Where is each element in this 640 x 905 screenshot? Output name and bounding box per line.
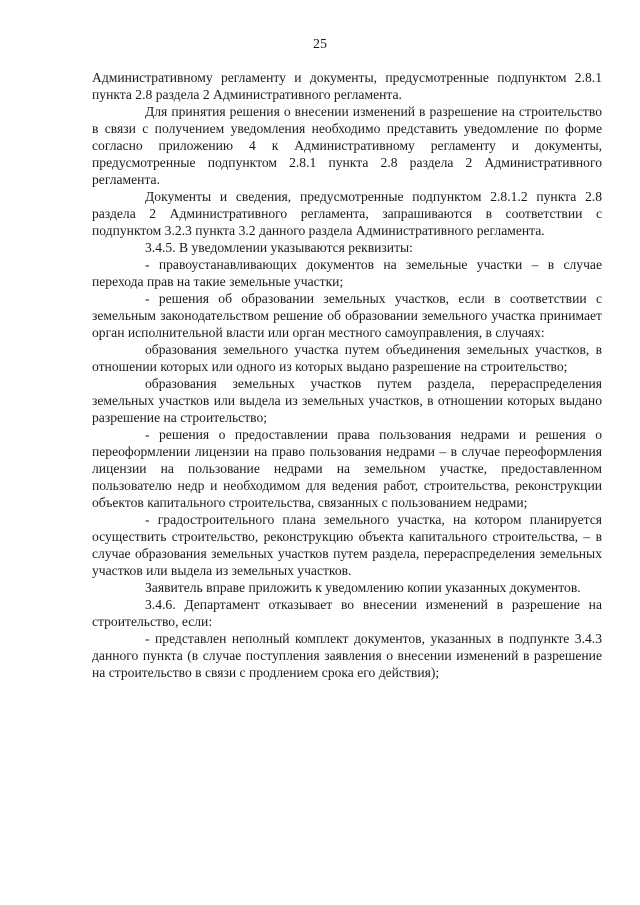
paragraph-3: Документы и сведения, предусмотренные подпунктом 2.8.1.2 пункта 2.8 раздела 2 Административного регламента, запрашиваются в соответствии с подпунктом 3.2.3 пункта 3.2 данного раздела Административного регламента. bbox=[92, 189, 602, 238]
page-number: 25 bbox=[313, 37, 327, 52]
paragraph-9: - решения о предоставлении права пользования недрами и решения о переоформлении лицензии на право пользования недрами – в случае переоформления лицензии на пользование недрами на земельном участке, предоставленном пользователю недр и необходимом для ведения работ, строительства, реконструкции объектов капитального строительства, связанных с пользованием недрами; bbox=[92, 427, 602, 510]
paragraph-2: Для принятия решения о внесении изменений в разрешение на строительство в связи с получением уведомления необходимо представить уведомление по форме согласно приложению 4 к Административному регламенту и документы, предусмотренные подпунктом 2.8.1 пункта 2.8 раздела 2 Административного регламента. bbox=[92, 104, 602, 187]
paragraph-13: - представлен неполный комплект документов, указанных в подпункте 3.4.3 данного пункта (в случае поступления заявления о внесении изменений в разрешение на строительство в связи с продлением срока его действия); bbox=[92, 631, 602, 680]
document-body bbox=[92, 69, 602, 681]
paragraph-6: - решения об образовании земельных участков, если в соответствии с земельным законодательством решение об образовании земельного участка принимает орган исполнительной власти или орган местного самоуправления, в случаях: bbox=[92, 291, 602, 340]
paragraph-1: Административному регламенту и документы, предусмотренные подпунктом 2.8.1 пункта 2.8 раздела 2 Административного регламента. bbox=[92, 70, 602, 102]
paragraph-5: - правоустанавливающих документов на земельные участки – в случае перехода прав на такие земельные участки; bbox=[92, 257, 602, 289]
paragraph-12: 3.4.6. Департамент отказывает во внесении изменений в разрешение на строительство, если: bbox=[92, 597, 602, 629]
paragraph-10: - градостроительного плана земельного участка, на котором планируется осуществить строительство, реконструкцию объекта капитального строительства, – в случае образования земельных участков путем раздела, перераспределения земельных участков или выдела из земельных участков. bbox=[92, 512, 602, 578]
paragraph-7: образования земельного участка путем объединения земельных участков, в отношении которых или одного из которых выдано разрешение на строительство; bbox=[92, 342, 602, 374]
paragraph-4: 3.4.5. В уведомлении указываются реквизиты: bbox=[145, 240, 413, 255]
paragraph-8: образования земельных участков путем раздела, перераспределения земельных участков или выдела из земельных участков, в отношении которых выдано разрешение на строительство; bbox=[92, 376, 602, 425]
paragraph-11: Заявитель вправе приложить к уведомлению копии указанных документов. bbox=[145, 580, 581, 595]
